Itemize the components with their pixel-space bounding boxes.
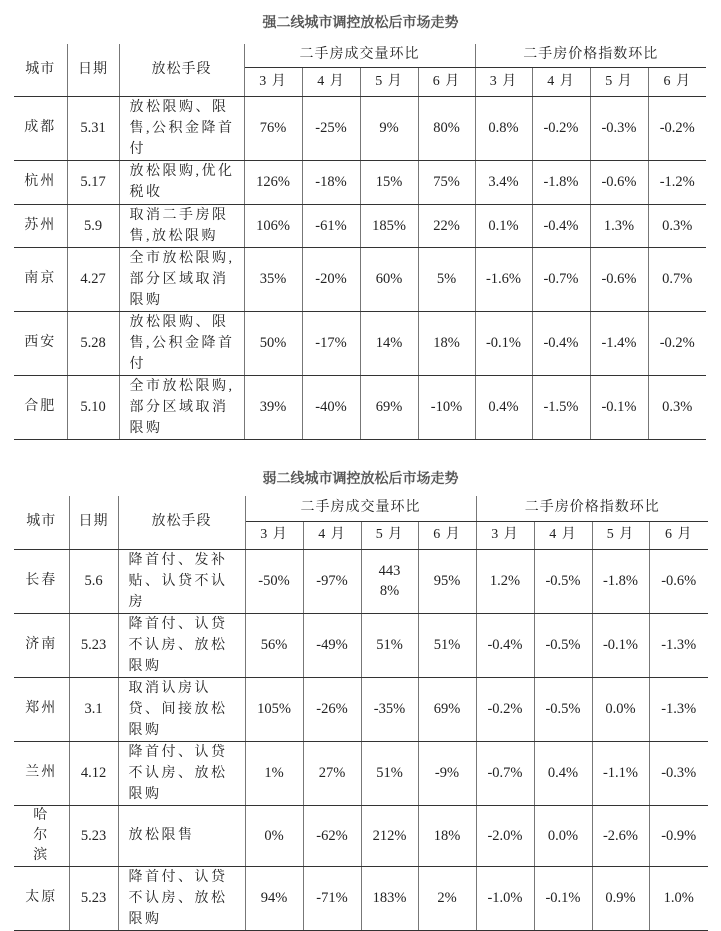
volume-cell: -62%	[303, 805, 361, 866]
date-cell: 5.23	[69, 613, 118, 677]
volume-cell: 185%	[360, 204, 418, 247]
table-row	[14, 741, 708, 805]
volume-cell: -49%	[303, 613, 361, 677]
header-date: 日期	[67, 44, 119, 96]
header-city: 城市	[14, 496, 69, 549]
date-cell: 5.23	[69, 866, 118, 930]
price-cell: 3.4%	[475, 160, 532, 204]
measures-cell: 降首付、认贷不认房、放松限购	[118, 866, 245, 930]
date-cell: 4.27	[67, 247, 119, 311]
table-row	[14, 247, 706, 311]
date-cell: 5.23	[69, 805, 118, 866]
price-cell: -0.4%	[476, 613, 534, 677]
price-cell: -1.6%	[475, 247, 532, 311]
table-row	[14, 866, 708, 930]
volume-cell: 126%	[244, 160, 302, 204]
volume-cell: 105%	[245, 677, 303, 741]
measures-cell: 降首付、认贷不认房、放松限购	[118, 741, 245, 805]
table-title-weak-tier2: 弱二线城市调控放松后市场走势	[262, 471, 459, 487]
volume-cell: 1%	[245, 741, 303, 805]
price-cell: -1.3%	[649, 677, 708, 741]
price-cell: -0.5%	[534, 677, 592, 741]
table-row	[14, 204, 706, 247]
measures-cell: 取消二手房限售,放松限购	[119, 204, 244, 247]
city-cell: 兰州	[14, 741, 69, 805]
volume-cell: 15%	[360, 160, 418, 204]
volume-cell: -9%	[418, 741, 476, 805]
volume-cell: 35%	[244, 247, 302, 311]
header-month: 6 月	[418, 521, 476, 549]
volume-cell: -26%	[303, 677, 361, 741]
price-cell: -1.1%	[592, 741, 649, 805]
price-cell: -1.3%	[649, 613, 708, 677]
city-cell: 长春	[14, 549, 69, 613]
table-row	[14, 311, 706, 375]
date-cell: 5.10	[67, 375, 119, 439]
volume-cell: -61%	[302, 204, 360, 247]
volume-cell: -25%	[302, 96, 360, 160]
price-cell: -0.7%	[476, 741, 534, 805]
header-city: 城市	[14, 44, 67, 96]
volume-cell: -97%	[303, 549, 361, 613]
measures-cell: 放松限购、限售,公积金降首付	[119, 311, 244, 375]
city-cell: 郑州	[14, 677, 69, 741]
volume-cell: 51%	[418, 613, 476, 677]
price-cell: -0.9%	[649, 805, 708, 866]
measures-cell: 放松限购,优化税收	[119, 160, 244, 204]
volume-cell: 5%	[418, 247, 475, 311]
header-month: 4 月	[303, 521, 361, 549]
price-cell: -0.4%	[532, 204, 590, 247]
volume-cell: 183%	[361, 866, 418, 930]
measures-cell: 全市放松限购,部分区域取消限购	[119, 375, 244, 439]
header-price-index-mom: 二手房价格指数环比	[475, 44, 706, 67]
header-month: 6 月	[649, 521, 708, 549]
price-cell: 1.2%	[476, 549, 534, 613]
volume-cell: 106%	[244, 204, 302, 247]
weak-tier2-table	[14, 496, 708, 931]
volume-cell: 80%	[418, 96, 475, 160]
date-cell: 5.6	[69, 549, 118, 613]
volume-cell: -17%	[302, 311, 360, 375]
header-month: 3 月	[245, 521, 303, 549]
volume-cell: -40%	[302, 375, 360, 439]
volume-cell: -10%	[418, 375, 475, 439]
header-month: 3 月	[475, 67, 532, 96]
volume-cell: 22%	[418, 204, 475, 247]
volume-cell: 27%	[303, 741, 361, 805]
price-cell: -1.8%	[592, 549, 649, 613]
table-row	[14, 160, 706, 204]
price-cell: 0.8%	[475, 96, 532, 160]
price-cell: -0.3%	[649, 741, 708, 805]
volume-cell: 4438%	[361, 549, 418, 613]
volume-cell: -50%	[245, 549, 303, 613]
date-cell: 5.9	[67, 204, 119, 247]
volume-cell: 9%	[360, 96, 418, 160]
measures-cell: 降首付、认贷不认房、放松限购	[118, 613, 245, 677]
price-cell: -0.4%	[532, 311, 590, 375]
volume-cell: -71%	[303, 866, 361, 930]
price-cell: -1.0%	[476, 866, 534, 930]
price-cell: -1.2%	[648, 160, 706, 204]
table-row	[14, 96, 706, 160]
volume-cell: 212%	[361, 805, 418, 866]
price-cell: 0.0%	[534, 805, 592, 866]
header-row	[14, 44, 706, 67]
volume-cell: 76%	[244, 96, 302, 160]
volume-cell: 69%	[418, 677, 476, 741]
header-row	[14, 496, 708, 521]
volume-cell: 2%	[418, 866, 476, 930]
price-cell: -1.4%	[590, 311, 648, 375]
strong-tier2-table	[14, 44, 706, 440]
city-cell: 杭州	[14, 160, 67, 204]
price-cell: -0.3%	[590, 96, 648, 160]
city-cell: 成都	[14, 96, 67, 160]
measures-cell: 降首付、发补贴、认贷不认房	[118, 549, 245, 613]
header-volume-mom: 二手房成交量环比	[245, 496, 476, 521]
price-cell: 0.9%	[592, 866, 649, 930]
price-cell: -0.5%	[534, 613, 592, 677]
date-cell: 5.17	[67, 160, 119, 204]
price-cell: -2.6%	[592, 805, 649, 866]
header-measures: 放松手段	[119, 44, 244, 96]
date-cell: 5.31	[67, 96, 119, 160]
price-cell: -0.2%	[648, 96, 706, 160]
header-month: 6 月	[418, 67, 475, 96]
header-month: 4 月	[302, 67, 360, 96]
date-cell: 3.1	[69, 677, 118, 741]
volume-cell: 56%	[245, 613, 303, 677]
header-date: 日期	[69, 496, 118, 549]
price-cell: -0.1%	[590, 375, 648, 439]
measures-cell: 放松限售	[118, 805, 245, 866]
price-cell: -0.6%	[590, 160, 648, 204]
table-row	[14, 677, 708, 741]
volume-cell: 0%	[245, 805, 303, 866]
volume-cell: 39%	[244, 375, 302, 439]
price-cell: 0.1%	[475, 204, 532, 247]
header-month: 3 月	[244, 67, 302, 96]
price-cell: -0.1%	[475, 311, 532, 375]
volume-cell: 18%	[418, 311, 475, 375]
header-month: 5 月	[361, 521, 418, 549]
header-month: 6 月	[648, 67, 706, 96]
header-volume-mom: 二手房成交量环比	[244, 44, 475, 67]
table-title-strong-tier2: 强二线城市调控放松后市场走势	[262, 15, 459, 31]
date-cell: 4.12	[69, 741, 118, 805]
table-row	[14, 613, 708, 677]
city-cell: 合肥	[14, 375, 67, 439]
city-cell: 太原	[14, 866, 69, 930]
city-cell: 哈尔滨	[14, 805, 69, 866]
measures-cell: 取消认房认贷、间接放松限购	[118, 677, 245, 741]
price-cell: 0.4%	[534, 741, 592, 805]
price-cell: 0.0%	[592, 677, 649, 741]
city-cell: 苏州	[14, 204, 67, 247]
volume-cell: 18%	[418, 805, 476, 866]
city-cell: 南京	[14, 247, 67, 311]
price-cell: 0.3%	[648, 204, 706, 247]
price-cell: -0.1%	[534, 866, 592, 930]
date-cell: 5.28	[67, 311, 119, 375]
price-cell: -0.2%	[476, 677, 534, 741]
volume-cell: -35%	[361, 677, 418, 741]
price-cell: 1.0%	[649, 866, 708, 930]
price-cell: -0.7%	[532, 247, 590, 311]
volume-cell: 14%	[360, 311, 418, 375]
volume-cell: 60%	[360, 247, 418, 311]
header-price-index-mom: 二手房价格指数环比	[476, 496, 708, 521]
table-row	[14, 549, 708, 613]
city-cell: 西安	[14, 311, 67, 375]
volume-cell: 69%	[360, 375, 418, 439]
volume-cell: 51%	[361, 613, 418, 677]
price-cell: -2.0%	[476, 805, 534, 866]
price-cell: -0.2%	[648, 311, 706, 375]
price-cell: -0.1%	[592, 613, 649, 677]
header-month: 5 月	[590, 67, 648, 96]
header-month: 3 月	[476, 521, 534, 549]
volume-cell: 51%	[361, 741, 418, 805]
city-cell: 济南	[14, 613, 69, 677]
header-measures: 放松手段	[118, 496, 245, 549]
header-month: 4 月	[532, 67, 590, 96]
header-month: 5 月	[360, 67, 418, 96]
price-cell: -0.5%	[534, 549, 592, 613]
price-cell: -1.5%	[532, 375, 590, 439]
price-cell: -0.6%	[649, 549, 708, 613]
price-cell: 1.3%	[590, 204, 648, 247]
table-row	[14, 805, 708, 866]
header-month: 4 月	[534, 521, 592, 549]
volume-cell: 75%	[418, 160, 475, 204]
measures-cell: 全市放松限购,部分区域取消限购	[119, 247, 244, 311]
price-cell: -0.6%	[590, 247, 648, 311]
price-cell: 0.4%	[475, 375, 532, 439]
price-cell: 0.7%	[648, 247, 706, 311]
measures-cell: 放松限购、限售,公积金降首付	[119, 96, 244, 160]
volume-cell: 95%	[418, 549, 476, 613]
price-cell: -1.8%	[532, 160, 590, 204]
table-row	[14, 375, 706, 439]
volume-cell: -20%	[302, 247, 360, 311]
volume-cell: -18%	[302, 160, 360, 204]
price-cell: 0.3%	[648, 375, 706, 439]
volume-cell: 94%	[245, 866, 303, 930]
price-cell: -0.2%	[532, 96, 590, 160]
header-month: 5 月	[592, 521, 649, 549]
volume-cell: 50%	[244, 311, 302, 375]
